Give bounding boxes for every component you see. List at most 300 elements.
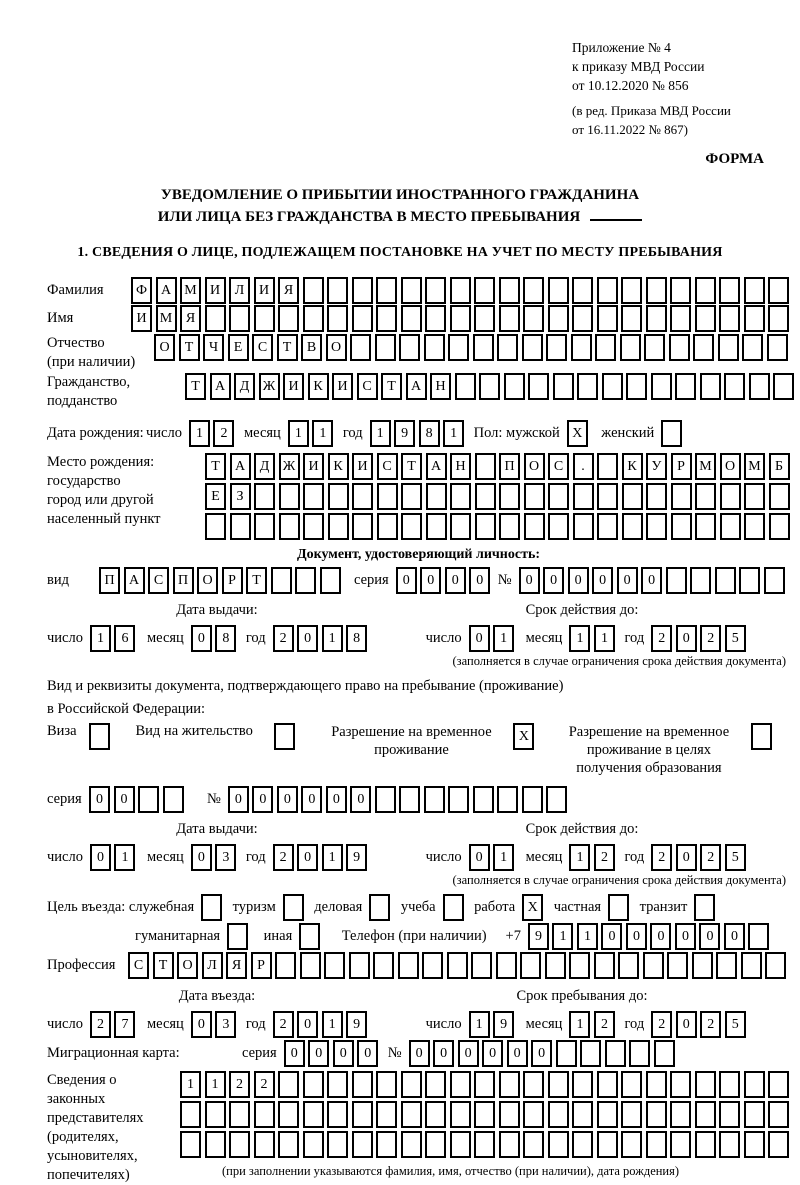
- cell-box[interactable]: О: [326, 334, 347, 361]
- cell-box[interactable]: 1: [569, 844, 590, 871]
- cell-box[interactable]: [205, 305, 226, 332]
- cell-box[interactable]: 2: [273, 844, 294, 871]
- cell-box[interactable]: 1: [189, 420, 210, 447]
- cell-box[interactable]: Ж: [259, 373, 280, 400]
- cell-box[interactable]: 1: [493, 625, 514, 652]
- cell-box[interactable]: 0: [507, 1040, 528, 1067]
- cell-box[interactable]: [523, 1131, 544, 1158]
- cell-box[interactable]: [720, 483, 741, 510]
- cell-box[interactable]: 5: [725, 625, 746, 652]
- cell-box[interactable]: [695, 483, 716, 510]
- cell-box[interactable]: 0: [89, 786, 110, 813]
- cell-box[interactable]: О: [197, 567, 218, 594]
- cell-box[interactable]: [399, 334, 420, 361]
- cell-box[interactable]: [303, 1131, 324, 1158]
- cell-box[interactable]: 0: [297, 625, 318, 652]
- cell-box[interactable]: [744, 1071, 765, 1098]
- cell-box[interactable]: [324, 952, 345, 979]
- cell-box[interactable]: [618, 952, 639, 979]
- cell-box[interactable]: 5: [725, 844, 746, 871]
- cell-box[interactable]: Р: [222, 567, 243, 594]
- cell-box[interactable]: 5: [725, 1011, 746, 1038]
- cell-box[interactable]: 0: [445, 567, 466, 594]
- cell-box[interactable]: [523, 1101, 544, 1128]
- cell-box[interactable]: 0: [676, 844, 697, 871]
- cell-box[interactable]: [670, 1101, 691, 1128]
- cell-box[interactable]: А: [156, 277, 177, 304]
- cell-box[interactable]: [646, 1101, 667, 1128]
- cell-box[interactable]: [473, 334, 494, 361]
- cell-box[interactable]: Т: [401, 453, 422, 480]
- cell-box[interactable]: 8: [419, 420, 440, 447]
- cell-box[interactable]: [424, 334, 445, 361]
- cell-box[interactable]: [327, 1101, 348, 1128]
- cell-box[interactable]: П: [173, 567, 194, 594]
- cell-box[interactable]: [254, 513, 275, 540]
- cell-box[interactable]: [744, 1101, 765, 1128]
- cell-box[interactable]: [278, 1101, 299, 1128]
- cell-box[interactable]: А: [230, 453, 251, 480]
- cell-box[interactable]: [580, 1040, 601, 1067]
- cell-box[interactable]: 0: [592, 567, 613, 594]
- cell-box[interactable]: 0: [699, 923, 720, 950]
- cell-box[interactable]: [448, 786, 469, 813]
- cell-box[interactable]: [447, 952, 468, 979]
- cell-box[interactable]: [303, 513, 324, 540]
- cell-box[interactable]: Т: [381, 373, 402, 400]
- cell-box[interactable]: [455, 373, 476, 400]
- cell-box[interactable]: [690, 567, 711, 594]
- cell-box[interactable]: [602, 373, 623, 400]
- cell-box[interactable]: Л: [202, 952, 223, 979]
- cell-box[interactable]: [572, 277, 593, 304]
- cell-box[interactable]: [670, 305, 691, 332]
- cell-box[interactable]: [475, 453, 496, 480]
- cell-box[interactable]: [450, 1131, 471, 1158]
- cell-box[interactable]: О: [720, 453, 741, 480]
- cell-box[interactable]: 7: [114, 1011, 135, 1038]
- cell-box[interactable]: [376, 1131, 397, 1158]
- cell-box[interactable]: И: [254, 277, 275, 304]
- cell-box[interactable]: [497, 786, 518, 813]
- purpose-transit-checkbox[interactable]: [694, 894, 715, 921]
- cell-box[interactable]: [524, 513, 545, 540]
- cell-box[interactable]: С: [377, 453, 398, 480]
- temp-residence-permit-checkbox[interactable]: X: [513, 723, 534, 750]
- cell-box[interactable]: Е: [228, 334, 249, 361]
- cell-box[interactable]: [646, 513, 667, 540]
- cell-box[interactable]: [597, 305, 618, 332]
- purpose-private-checkbox[interactable]: [608, 894, 629, 921]
- cell-box[interactable]: [327, 1071, 348, 1098]
- cell-box[interactable]: [303, 277, 324, 304]
- cell-box[interactable]: З: [230, 483, 251, 510]
- cell-box[interactable]: [278, 1131, 299, 1158]
- cell-box[interactable]: [401, 483, 422, 510]
- purpose-humanitarian-checkbox[interactable]: [227, 923, 248, 950]
- cell-box[interactable]: 9: [346, 844, 367, 871]
- cell-box[interactable]: 0: [228, 786, 249, 813]
- cell-box[interactable]: Р: [671, 453, 692, 480]
- cell-box[interactable]: [629, 1040, 650, 1067]
- cell-box[interactable]: [399, 786, 420, 813]
- cell-box[interactable]: 1: [370, 420, 391, 447]
- cell-box[interactable]: 0: [626, 923, 647, 950]
- cell-box[interactable]: [523, 1071, 544, 1098]
- cell-box[interactable]: [622, 483, 643, 510]
- cell-box[interactable]: [254, 1101, 275, 1128]
- cell-box[interactable]: [425, 1071, 446, 1098]
- cell-box[interactable]: [180, 1101, 201, 1128]
- cell-box[interactable]: 0: [191, 844, 212, 871]
- cell-box[interactable]: [278, 305, 299, 332]
- cell-box[interactable]: [352, 277, 373, 304]
- cell-box[interactable]: 6: [114, 625, 135, 652]
- cell-box[interactable]: [350, 334, 371, 361]
- cell-box[interactable]: 2: [651, 625, 672, 652]
- cell-box[interactable]: П: [99, 567, 120, 594]
- cell-box[interactable]: [401, 305, 422, 332]
- cell-box[interactable]: [300, 952, 321, 979]
- cell-box[interactable]: [670, 277, 691, 304]
- cell-box[interactable]: 9: [394, 420, 415, 447]
- cell-box[interactable]: 1: [569, 625, 590, 652]
- cell-box[interactable]: Ч: [203, 334, 224, 361]
- cell-box[interactable]: .: [573, 453, 594, 480]
- cell-box[interactable]: 8: [346, 625, 367, 652]
- cell-box[interactable]: [373, 952, 394, 979]
- temp-residence-education-checkbox[interactable]: [751, 723, 772, 750]
- cell-box[interactable]: [138, 786, 159, 813]
- cell-box[interactable]: [450, 1071, 471, 1098]
- cell-box[interactable]: [422, 952, 443, 979]
- cell-box[interactable]: [597, 453, 618, 480]
- cell-box[interactable]: [229, 1101, 250, 1128]
- cell-box[interactable]: [401, 1101, 422, 1128]
- cell-box[interactable]: 1: [205, 1071, 226, 1098]
- cell-box[interactable]: [695, 277, 716, 304]
- cell-box[interactable]: [571, 334, 592, 361]
- cell-box[interactable]: [450, 483, 471, 510]
- cell-box[interactable]: [764, 567, 785, 594]
- cell-box[interactable]: [375, 786, 396, 813]
- cell-box[interactable]: [621, 1131, 642, 1158]
- cell-box[interactable]: [741, 952, 762, 979]
- gender-female-checkbox[interactable]: [661, 420, 682, 447]
- cell-box[interactable]: 1: [312, 420, 333, 447]
- cell-box[interactable]: [573, 513, 594, 540]
- cell-box[interactable]: [744, 277, 765, 304]
- cell-box[interactable]: [643, 952, 664, 979]
- cell-box[interactable]: 9: [346, 1011, 367, 1038]
- cell-box[interactable]: [271, 567, 292, 594]
- cell-box[interactable]: И: [352, 453, 373, 480]
- cell-box[interactable]: [163, 786, 184, 813]
- cell-box[interactable]: [695, 1131, 716, 1158]
- cell-box[interactable]: [522, 334, 543, 361]
- cell-box[interactable]: [528, 373, 549, 400]
- cell-box[interactable]: О: [154, 334, 175, 361]
- cell-box[interactable]: [377, 483, 398, 510]
- cell-box[interactable]: М: [695, 453, 716, 480]
- cell-box[interactable]: 0: [531, 1040, 552, 1067]
- cell-box[interactable]: [546, 786, 567, 813]
- cell-box[interactable]: 0: [333, 1040, 354, 1067]
- cell-box[interactable]: [744, 1131, 765, 1158]
- cell-box[interactable]: [520, 952, 541, 979]
- cell-box[interactable]: [744, 305, 765, 332]
- cell-box[interactable]: 0: [519, 567, 540, 594]
- cell-box[interactable]: [352, 513, 373, 540]
- cell-box[interactable]: [594, 952, 615, 979]
- cell-box[interactable]: 1: [180, 1071, 201, 1098]
- cell-box[interactable]: [651, 373, 672, 400]
- purpose-other-checkbox[interactable]: [299, 923, 320, 950]
- cell-box[interactable]: [352, 483, 373, 510]
- cell-box[interactable]: [426, 513, 447, 540]
- cell-box[interactable]: [572, 1071, 593, 1098]
- cell-box[interactable]: [597, 1101, 618, 1128]
- cell-box[interactable]: [450, 513, 471, 540]
- cell-box[interactable]: [497, 334, 518, 361]
- cell-box[interactable]: 2: [594, 844, 615, 871]
- cell-box[interactable]: [749, 373, 770, 400]
- cell-box[interactable]: 1: [469, 1011, 490, 1038]
- cell-box[interactable]: [748, 923, 769, 950]
- cell-box[interactable]: [654, 1040, 675, 1067]
- cell-box[interactable]: [573, 483, 594, 510]
- cell-box[interactable]: [719, 277, 740, 304]
- cell-box[interactable]: [670, 1071, 691, 1098]
- cell-box[interactable]: 0: [469, 844, 490, 871]
- cell-box[interactable]: [401, 513, 422, 540]
- cell-box[interactable]: А: [124, 567, 145, 594]
- cell-box[interactable]: 1: [288, 420, 309, 447]
- cell-box[interactable]: 2: [273, 1011, 294, 1038]
- cell-box[interactable]: [499, 305, 520, 332]
- cell-box[interactable]: [205, 1101, 226, 1128]
- cell-box[interactable]: С: [252, 334, 273, 361]
- cell-box[interactable]: 1: [493, 844, 514, 871]
- cell-box[interactable]: [499, 513, 520, 540]
- cell-box[interactable]: Т: [185, 373, 206, 400]
- cell-box[interactable]: К: [622, 453, 643, 480]
- cell-box[interactable]: 0: [90, 844, 111, 871]
- cell-box[interactable]: [205, 1131, 226, 1158]
- cell-box[interactable]: 1: [322, 625, 343, 652]
- cell-box[interactable]: 0: [420, 567, 441, 594]
- cell-box[interactable]: 0: [568, 567, 589, 594]
- cell-box[interactable]: [666, 567, 687, 594]
- cell-box[interactable]: [646, 1071, 667, 1098]
- cell-box[interactable]: [548, 305, 569, 332]
- cell-box[interactable]: 0: [641, 567, 662, 594]
- cell-box[interactable]: 0: [114, 786, 135, 813]
- cell-box[interactable]: [425, 305, 446, 332]
- cell-box[interactable]: 2: [594, 1011, 615, 1038]
- cell-box[interactable]: С: [148, 567, 169, 594]
- cell-box[interactable]: [626, 373, 647, 400]
- cell-box[interactable]: [327, 277, 348, 304]
- cell-box[interactable]: К: [308, 373, 329, 400]
- cell-box[interactable]: 0: [675, 923, 696, 950]
- cell-box[interactable]: [695, 1071, 716, 1098]
- cell-box[interactable]: [474, 305, 495, 332]
- cell-box[interactable]: [424, 786, 445, 813]
- cell-box[interactable]: [692, 952, 713, 979]
- cell-box[interactable]: [401, 277, 422, 304]
- purpose-work-checkbox[interactable]: X: [522, 894, 543, 921]
- cell-box[interactable]: 1: [322, 1011, 343, 1038]
- cell-box[interactable]: 0: [350, 786, 371, 813]
- cell-box[interactable]: [352, 305, 373, 332]
- cell-box[interactable]: 1: [114, 844, 135, 871]
- cell-box[interactable]: [548, 1131, 569, 1158]
- cell-box[interactable]: Ф: [131, 277, 152, 304]
- cell-box[interactable]: Р: [251, 952, 272, 979]
- cell-box[interactable]: 2: [273, 625, 294, 652]
- cell-box[interactable]: [670, 1131, 691, 1158]
- cell-box[interactable]: [499, 1131, 520, 1158]
- cell-box[interactable]: П: [499, 453, 520, 480]
- cell-box[interactable]: М: [180, 277, 201, 304]
- cell-box[interactable]: [620, 334, 641, 361]
- cell-box[interactable]: [426, 483, 447, 510]
- cell-box[interactable]: А: [210, 373, 231, 400]
- cell-box[interactable]: [180, 1131, 201, 1158]
- cell-box[interactable]: [765, 952, 786, 979]
- cell-box[interactable]: Я: [278, 277, 299, 304]
- cell-box[interactable]: 1: [577, 923, 598, 950]
- cell-box[interactable]: [279, 483, 300, 510]
- cell-box[interactable]: 2: [700, 625, 721, 652]
- cell-box[interactable]: 0: [409, 1040, 430, 1067]
- cell-box[interactable]: [474, 1101, 495, 1128]
- cell-box[interactable]: 9: [528, 923, 549, 950]
- cell-box[interactable]: [548, 513, 569, 540]
- cell-box[interactable]: [595, 334, 616, 361]
- cell-box[interactable]: [425, 1131, 446, 1158]
- cell-box[interactable]: 2: [229, 1071, 250, 1098]
- cell-box[interactable]: 0: [326, 786, 347, 813]
- cell-box[interactable]: [229, 1131, 250, 1158]
- cell-box[interactable]: [644, 334, 665, 361]
- cell-box[interactable]: Д: [254, 453, 275, 480]
- cell-box[interactable]: [504, 373, 525, 400]
- cell-box[interactable]: О: [524, 453, 545, 480]
- cell-box[interactable]: И: [303, 453, 324, 480]
- cell-box[interactable]: [646, 305, 667, 332]
- cell-box[interactable]: 0: [469, 625, 490, 652]
- cell-box[interactable]: [621, 1071, 642, 1098]
- residence-permit-checkbox[interactable]: [274, 723, 295, 750]
- cell-box[interactable]: 0: [676, 625, 697, 652]
- cell-box[interactable]: [327, 305, 348, 332]
- cell-box[interactable]: [401, 1131, 422, 1158]
- cell-box[interactable]: [569, 952, 590, 979]
- cell-box[interactable]: [671, 483, 692, 510]
- cell-box[interactable]: А: [406, 373, 427, 400]
- cell-box[interactable]: [597, 483, 618, 510]
- cell-box[interactable]: [739, 567, 760, 594]
- cell-box[interactable]: [450, 1101, 471, 1128]
- cell-box[interactable]: [577, 373, 598, 400]
- cell-box[interactable]: И: [131, 305, 152, 332]
- cell-box[interactable]: 2: [651, 844, 672, 871]
- cell-box[interactable]: [376, 305, 397, 332]
- cell-box[interactable]: [303, 305, 324, 332]
- cell-box[interactable]: 0: [396, 567, 417, 594]
- cell-box[interactable]: [376, 277, 397, 304]
- cell-box[interactable]: [352, 1101, 373, 1128]
- cell-box[interactable]: [719, 305, 740, 332]
- cell-box[interactable]: [768, 277, 789, 304]
- cell-box[interactable]: 9: [493, 1011, 514, 1038]
- cell-box[interactable]: [621, 277, 642, 304]
- cell-box[interactable]: [546, 334, 567, 361]
- cell-box[interactable]: [327, 1131, 348, 1158]
- cell-box[interactable]: 0: [543, 567, 564, 594]
- cell-box[interactable]: [496, 952, 517, 979]
- cell-box[interactable]: [719, 1131, 740, 1158]
- cell-box[interactable]: Я: [226, 952, 247, 979]
- cell-box[interactable]: [499, 277, 520, 304]
- cell-box[interactable]: 0: [284, 1040, 305, 1067]
- cell-box[interactable]: [254, 1131, 275, 1158]
- cell-box[interactable]: [769, 513, 790, 540]
- cell-box[interactable]: [523, 305, 544, 332]
- cell-box[interactable]: [523, 277, 544, 304]
- cell-box[interactable]: [716, 952, 737, 979]
- cell-box[interactable]: [475, 513, 496, 540]
- cell-box[interactable]: С: [128, 952, 149, 979]
- cell-box[interactable]: [499, 1071, 520, 1098]
- cell-box[interactable]: В: [301, 334, 322, 361]
- cell-box[interactable]: Ж: [279, 453, 300, 480]
- cell-box[interactable]: И: [332, 373, 353, 400]
- cell-box[interactable]: [742, 334, 763, 361]
- cell-box[interactable]: 3: [215, 1011, 236, 1038]
- cell-box[interactable]: И: [205, 277, 226, 304]
- cell-box[interactable]: 0: [191, 1011, 212, 1038]
- cell-box[interactable]: [499, 483, 520, 510]
- cell-box[interactable]: 0: [301, 786, 322, 813]
- cell-box[interactable]: И: [283, 373, 304, 400]
- cell-box[interactable]: [474, 1131, 495, 1158]
- cell-box[interactable]: [303, 1071, 324, 1098]
- cell-box[interactable]: [377, 513, 398, 540]
- cell-box[interactable]: С: [548, 453, 569, 480]
- cell-box[interactable]: [352, 1131, 373, 1158]
- cell-box[interactable]: [254, 483, 275, 510]
- cell-box[interactable]: 0: [297, 1011, 318, 1038]
- cell-box[interactable]: [375, 334, 396, 361]
- cell-box[interactable]: 0: [297, 844, 318, 871]
- cell-box[interactable]: [622, 513, 643, 540]
- cell-box[interactable]: [475, 483, 496, 510]
- cell-box[interactable]: [695, 305, 716, 332]
- cell-box[interactable]: 2: [700, 1011, 721, 1038]
- cell-box[interactable]: [744, 483, 765, 510]
- cell-box[interactable]: [719, 1071, 740, 1098]
- cell-box[interactable]: [767, 334, 788, 361]
- cell-box[interactable]: Т: [153, 952, 174, 979]
- cell-box[interactable]: [278, 1071, 299, 1098]
- cell-box[interactable]: [548, 1101, 569, 1128]
- purpose-study-checkbox[interactable]: [443, 894, 464, 921]
- cell-box[interactable]: [205, 513, 226, 540]
- cell-box[interactable]: [398, 952, 419, 979]
